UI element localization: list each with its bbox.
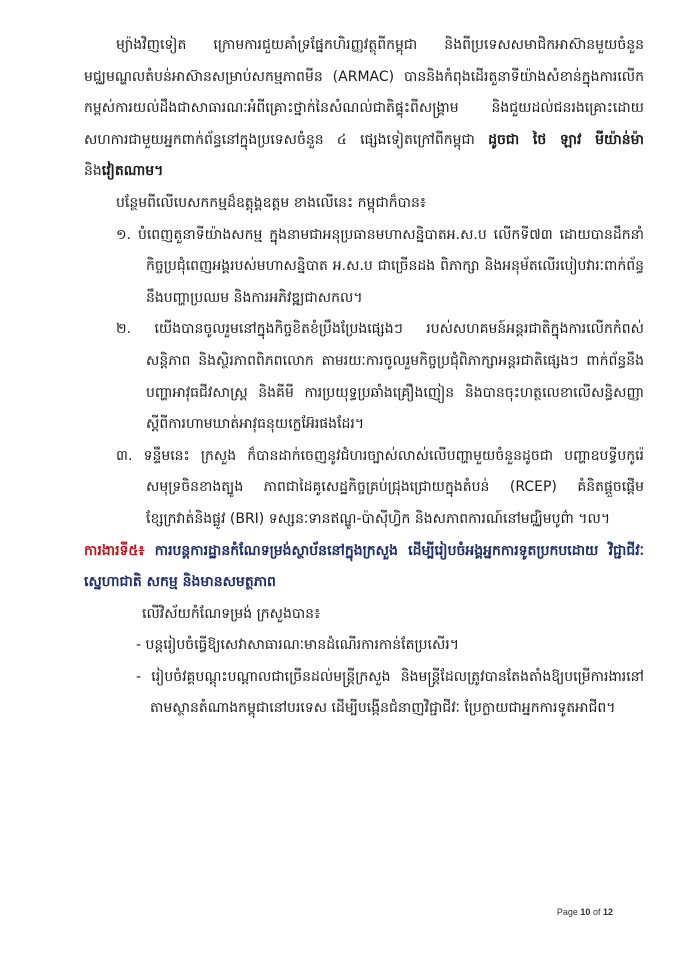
intro-bold-countries: ដូចជា ថៃ ឡាវ មីយ៉ាន់ម៉ា [488,131,645,148]
intro-conjunction: និង [84,163,102,180]
intro-text: ម្យ៉ាងវិញទៀត ក្រោមការជួយគាំទ្រផ្នែកហិរញ្ញវត្ថុពីកម្ពុជា និងពីប្រទេសសមាជិកអាស៊ានមួយចំនួន មជ្ឈមណ្ឌលតំបន់អាស៊ានសម្រាប់សកម្មភាពមីន (ARMAC) បាននិងកំពុងដើរតួនាទីយ៉ាងសំខាន់ក្នុងការលើកកម្ពស់ការយល់ដឹងជាសាធារណៈអំពីគ្រោះថ្នាក់នៃសំណល់ជាតិផ្ទុះពីសង្គ្រាម និងជួយដល់ជនរងគ្រោះដោយសហការជាមួយអ្នកពាក់ព័ន្ធនៅក្នុងប្រទេសចំនួន ៤ ផ្សេងទៀតក្រៅពីកម្ពុជា [84,37,644,148]
list-item-3: ៣. ទន្ទឹមនេះ ក្រសួង ក៏បានដាក់ចេញនូវជំហរច្បាស់លាស់លើបញ្ហាមួយចំនួនដូចជា បញ្ហាឧបទ្វីបកូរ៉េ សមុទ្រចិនខាងត្បូង ភាពជាដៃគូសេដ្ឋកិច្ចគ្រប់ជ្រុងជ្រោយក្នុងតំបន់ (RCEP) គំនិតផ្តួចផ្តើមខ្សែក្រវាត់និងផ្លូវ (BRI) ទស្សនៈទានឥណ្ឌូ-ប៉ាស៊ីហ្វិក និងសភាពការណ៍នៅមជ្ឈិមបូព៌ា ។ល។ [116,447,644,527]
footer-page-num: 10 [580,907,591,917]
section-heading-title: ការបន្តការដ្ឋានកំណែទម្រង់ស្ថាប័ននៅក្នុងក្រសួង ដើម្បីរៀបចំអង្គអ្នកការទូតប្រកបដោយ វិជ្ជាជីវៈ ស្នេហាជាតិ សកម្ម និងមានសមត្ថភាព [84,542,644,591]
list-item-1: ១. បំពេញតួនាទីយ៉ាងសកម្ម ក្នុងនាមជាអនុប្រធានមហាសន្និបាតអ.ស.ប លើកទី៧៣ ដោយបានដឹកនាំកិច្ចប្រជុំពេញអង្គរបស់មហាសន្និបាត អ.ស.ប ជាច្រើនដង ពិភាក្សា និងអនុម័តលើរបៀបវារៈពាក់ព័ន្ធ នឹងបញ្ហាប្រឈម និងការអភិវឌ្ឍជាសកល។ [116,226,644,306]
section-heading [84,536,644,599]
bullet-item-2: - រៀបចំវគ្គបណ្តុះបណ្តាលជាច្រើនដល់មន្ត្រីក្រសួង និងមន្ត្រីដែលត្រូវបានតែងតាំងឱ្យបម្រើការងារនៅតាមស្ថានតំណាងកម្ពុជានៅបរទេស ដើម្បីបង្កើនជំនាញវិជ្ជាជីវៈ ប្រែក្លាយជាអ្នកការទូតអាជីព។ [136,668,644,717]
intro-bold-vietnam: វៀតណាម។ [101,163,164,180]
page-number-footer [557,907,613,917]
bullet-item-1: - បន្តរៀបចំធ្វើឱ្យសេវាសាធារណៈមានដំណើរការកាន់តែប្រសើរ។ [136,637,459,654]
lead-paragraph: បន្ថែមពីលើបេសកកម្មដ៏ឧត្តុង្គឧត្តម ខាងលើនេះ កម្ពុជាក៏បាន៖ [116,194,427,211]
footer-of-word: of [592,907,601,917]
footer-page-word: Page [556,907,578,917]
section-heading-number: ការងារទី៥៖ [84,542,145,559]
page-body [84,30,644,725]
reform-lead-paragraph: លើវិស័យកំណែទម្រង់ ក្រសួងបាន៖ [142,605,321,622]
intro-paragraph [84,30,644,188]
footer-total: 12 [602,907,613,917]
list-item-2: ២. យើងបានចូលរួមនៅក្នុងកិច្ចខិតខំប្រឹងប្រែងផ្សេងៗ របស់សហគមន៍អន្តរជាតិក្នុងការលើកកំពស់សន្តិភាព និងស្ថិរភាពពិភពលោក តាមរយៈការចូលរួមកិច្ចប្រជុំពិភាក្សាអន្តរជាតិផ្សេងៗ ពាក់ព័ន្ធនឹងបញ្ហាអាវុធជីវសាស្ត្រ និងគីមី ការប្រយុទ្ធប្រឆាំងគ្រឿងញៀន និងបានចុះហត្ថលេខាលើសន្ធិសញ្ញាស្តីពីការហាមឃាត់អាវុធនុយក្លេអ៊ែរផងដែរ។ [116,321,644,433]
